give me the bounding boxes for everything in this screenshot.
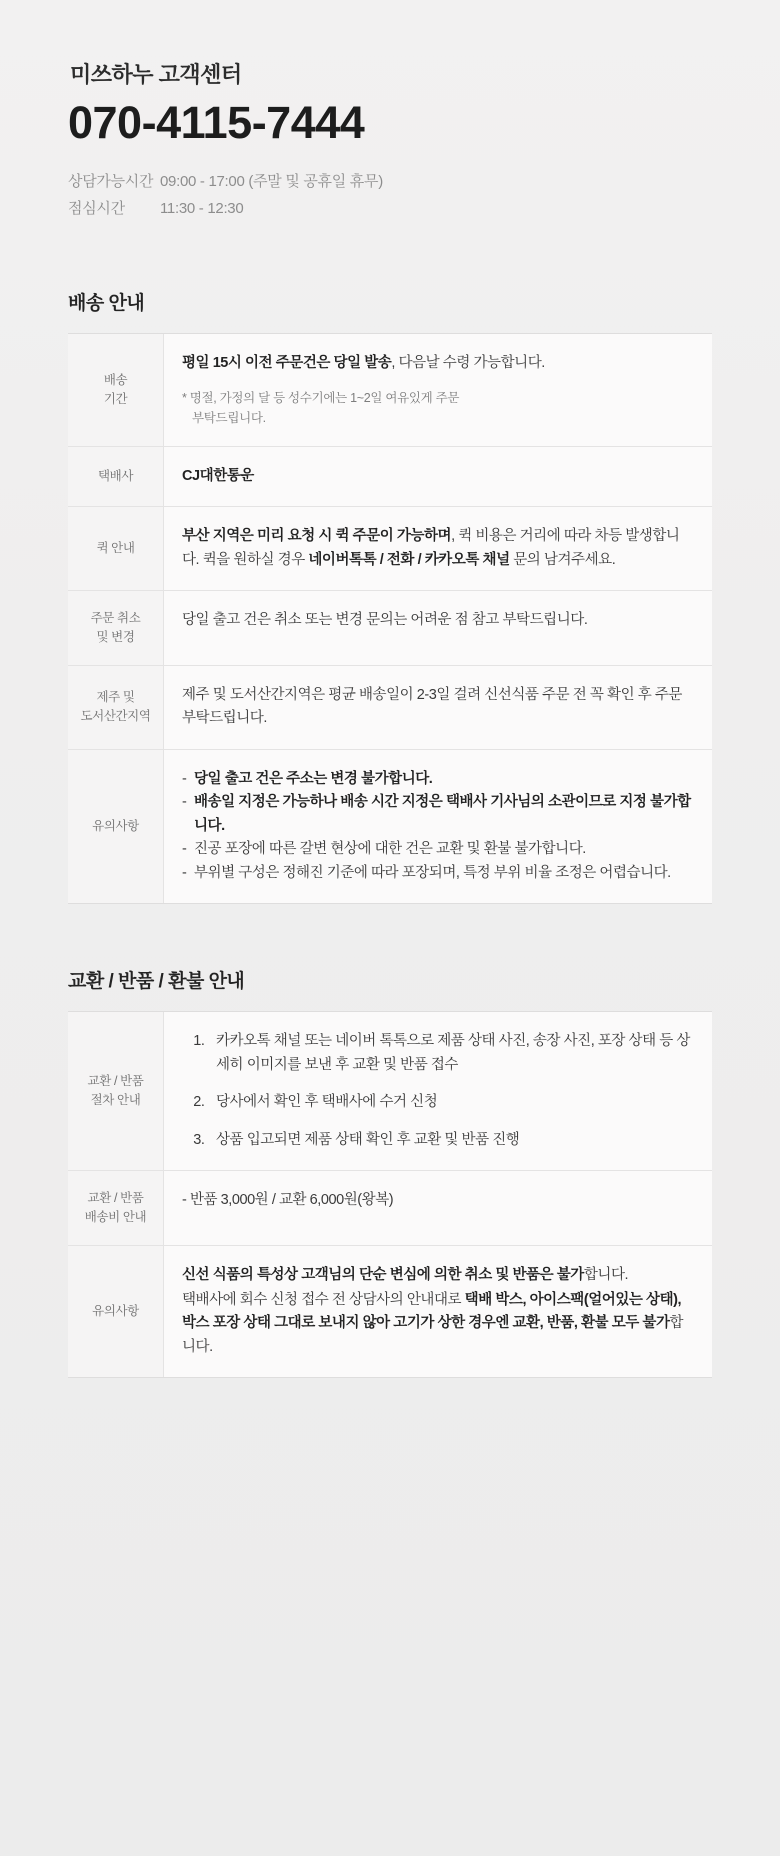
table-row [68,507,712,591]
row-label-line2: 도서산간지역 [80,709,151,724]
row-label-line2: 및 변경 [96,629,135,644]
shipping-section-title: 배송 안내 [68,293,145,315]
row-label-line1: 제주 및 [96,690,135,705]
return-caution-bold-1: 신선 식품의 특성상 고객님의 단순 변심에 의한 취소 및 반품은 불가 [182,1266,584,1283]
list-item: 3. 상품 입고되면 제품 상태 확인 후 교환 및 반품 진행 [208,1129,692,1152]
row-value-jeju [164,666,712,749]
row-label-line2: 배송비 안내 [84,1209,147,1224]
quick-bold-1: 부산 지역은 미리 요청 시 퀵 주문이 가능하며 [182,528,452,545]
caution-text-4: 부위별 구성은 정해진 기준에 따라 포장되며, 특정 부위 비율 조정은 어렵습니다. [194,864,671,881]
business-hours [68,170,712,191]
row-value-quick [164,507,712,590]
return-caution-bold-2: 택배 박스, 아이스팩(얼어있는 상태), 박스 포장 상태 그대로 보내지 않아 고기가 상한 경우엔 교환, 반품, 환불 모두 불가 [182,1292,682,1332]
row-value-order-change [164,591,712,665]
lunch-hours-value: 11:30 - 12:30 [160,200,244,218]
shipping-period-note-line1: * 명절, 가정의 달 등 성수기에는 1~2일 여유있게 주문 [182,390,460,405]
list-item: 2. 당사에서 확인 후 택배사에 수거 신청 [208,1091,692,1114]
caution-text-1: 당일 출고 건은 주소는 변경 불가합니다. [194,770,433,787]
row-label-line1: 교환 / 반품 [87,1074,144,1089]
row-label-return-fee [68,1171,164,1245]
business-hours-label: 상담가능시간 [68,173,154,191]
list-item [182,838,692,861]
row-label-return-procedure [68,1012,164,1170]
row-label-line2: 절차 안내 [90,1093,141,1108]
business-hours-value: 09:00 - 17:00 (주말 및 공휴일 휴무) [160,173,383,191]
return-caution-text-1: 합니다. [583,1266,629,1283]
returns-section-title: 교환 / 반품 / 환불 안내 [68,971,245,993]
lunch-hours [68,197,712,218]
table-row [68,1012,712,1171]
return-fee-text: - 반품 3,000원 / 교환 6,000원(왕복) [182,1192,394,1209]
table-row [68,1171,712,1246]
courier-name: CJ대한통운 [182,467,254,484]
customer-service-header [68,58,712,218]
quick-bold-2: 네이버톡톡 / 전화 / 카카오톡 채널 [308,551,510,568]
shipping-info-table [68,333,712,904]
page-title: 미쓰하누 고객센터 [70,62,242,87]
lunch-hours-label: 점심시간 [68,200,125,218]
row-label-courier: 택배사 [68,447,164,506]
quick-text-2: 문의 남겨주세요. [509,551,616,568]
list-item: 1. 카카오톡 채널 또는 네이버 톡톡으로 제품 상태 사진, 송장 사진, 포장 상태 등 상세히 이미지를 보낸 후 교환 및 반품 접수 [208,1030,692,1077]
row-label-shipping-caution: 유의사항 [68,750,164,903]
list-item [182,768,692,791]
list-item [182,791,692,838]
row-label-line2: 기간 [103,391,128,406]
table-row [68,447,712,507]
caution-text-2: 배송일 지정은 가능하나 배송 시간 지정은 택배사 기사님의 소관이므로 지정 불가합니다. [194,794,691,834]
row-label-order-change [68,591,164,665]
row-value-shipping-period [164,334,712,445]
row-label-shipping-period [68,334,164,445]
row-value-shipping-caution [164,750,712,903]
shipping-period-note [182,388,692,428]
row-value-return-fee [164,1171,712,1245]
table-row [68,591,712,666]
return-caution-text-2: 택배사에 회수 신청 접수 전 상담사의 안내대로 [182,1292,465,1308]
row-label-line1: 교환 / 반품 [87,1191,144,1206]
order-change-text: 당일 출고 건은 취소 또는 변경 문의는 어려운 점 참고 부탁드립니다. [182,612,588,629]
shipping-caution-list [182,768,692,885]
table-row [68,1246,712,1378]
shipping-period-bold: 평일 15시 이전 주문건은 당일 발송 [182,355,392,372]
quick-text-1: , 퀵 비용은 거리에 따라 차등 발생합니다. 퀵을 원하실 경우 [182,528,680,568]
row-value-return-procedure [164,1012,712,1170]
jeju-text: 제주 및 도서산간지역은 평균 배송일이 2-3일 걸려 신선식품 주문 전 꼭 확인 후 주문 부탁드립니다. [182,686,682,727]
shipping-period-rest: , 다음날 수령 가능합니다. [391,355,545,372]
row-label-line1: 주문 취소 [90,611,141,626]
table-row [68,750,712,903]
return-caution-text-3: 합니다. [182,1315,684,1355]
row-label-return-caution: 유의사항 [68,1246,164,1378]
list-item [182,862,692,885]
returns-info-table [68,1011,712,1378]
caution-text-3: 진공 포장에 따른 갈변 현상에 대한 건은 교환 및 환불 불가합니다. [194,841,586,858]
row-label-jeju [68,666,164,749]
row-value-return-caution [164,1246,712,1378]
row-label-line1: 배송 [103,373,128,388]
table-row [68,334,712,446]
row-label-quick: 퀵 안내 [68,507,164,590]
shipping-period-note-line2: 부탁드립니다. [192,410,266,425]
phone-number: 070-4115-7444 [68,97,365,148]
row-value-courier [164,447,712,506]
table-row [68,666,712,750]
return-procedure-steps [182,1030,692,1152]
